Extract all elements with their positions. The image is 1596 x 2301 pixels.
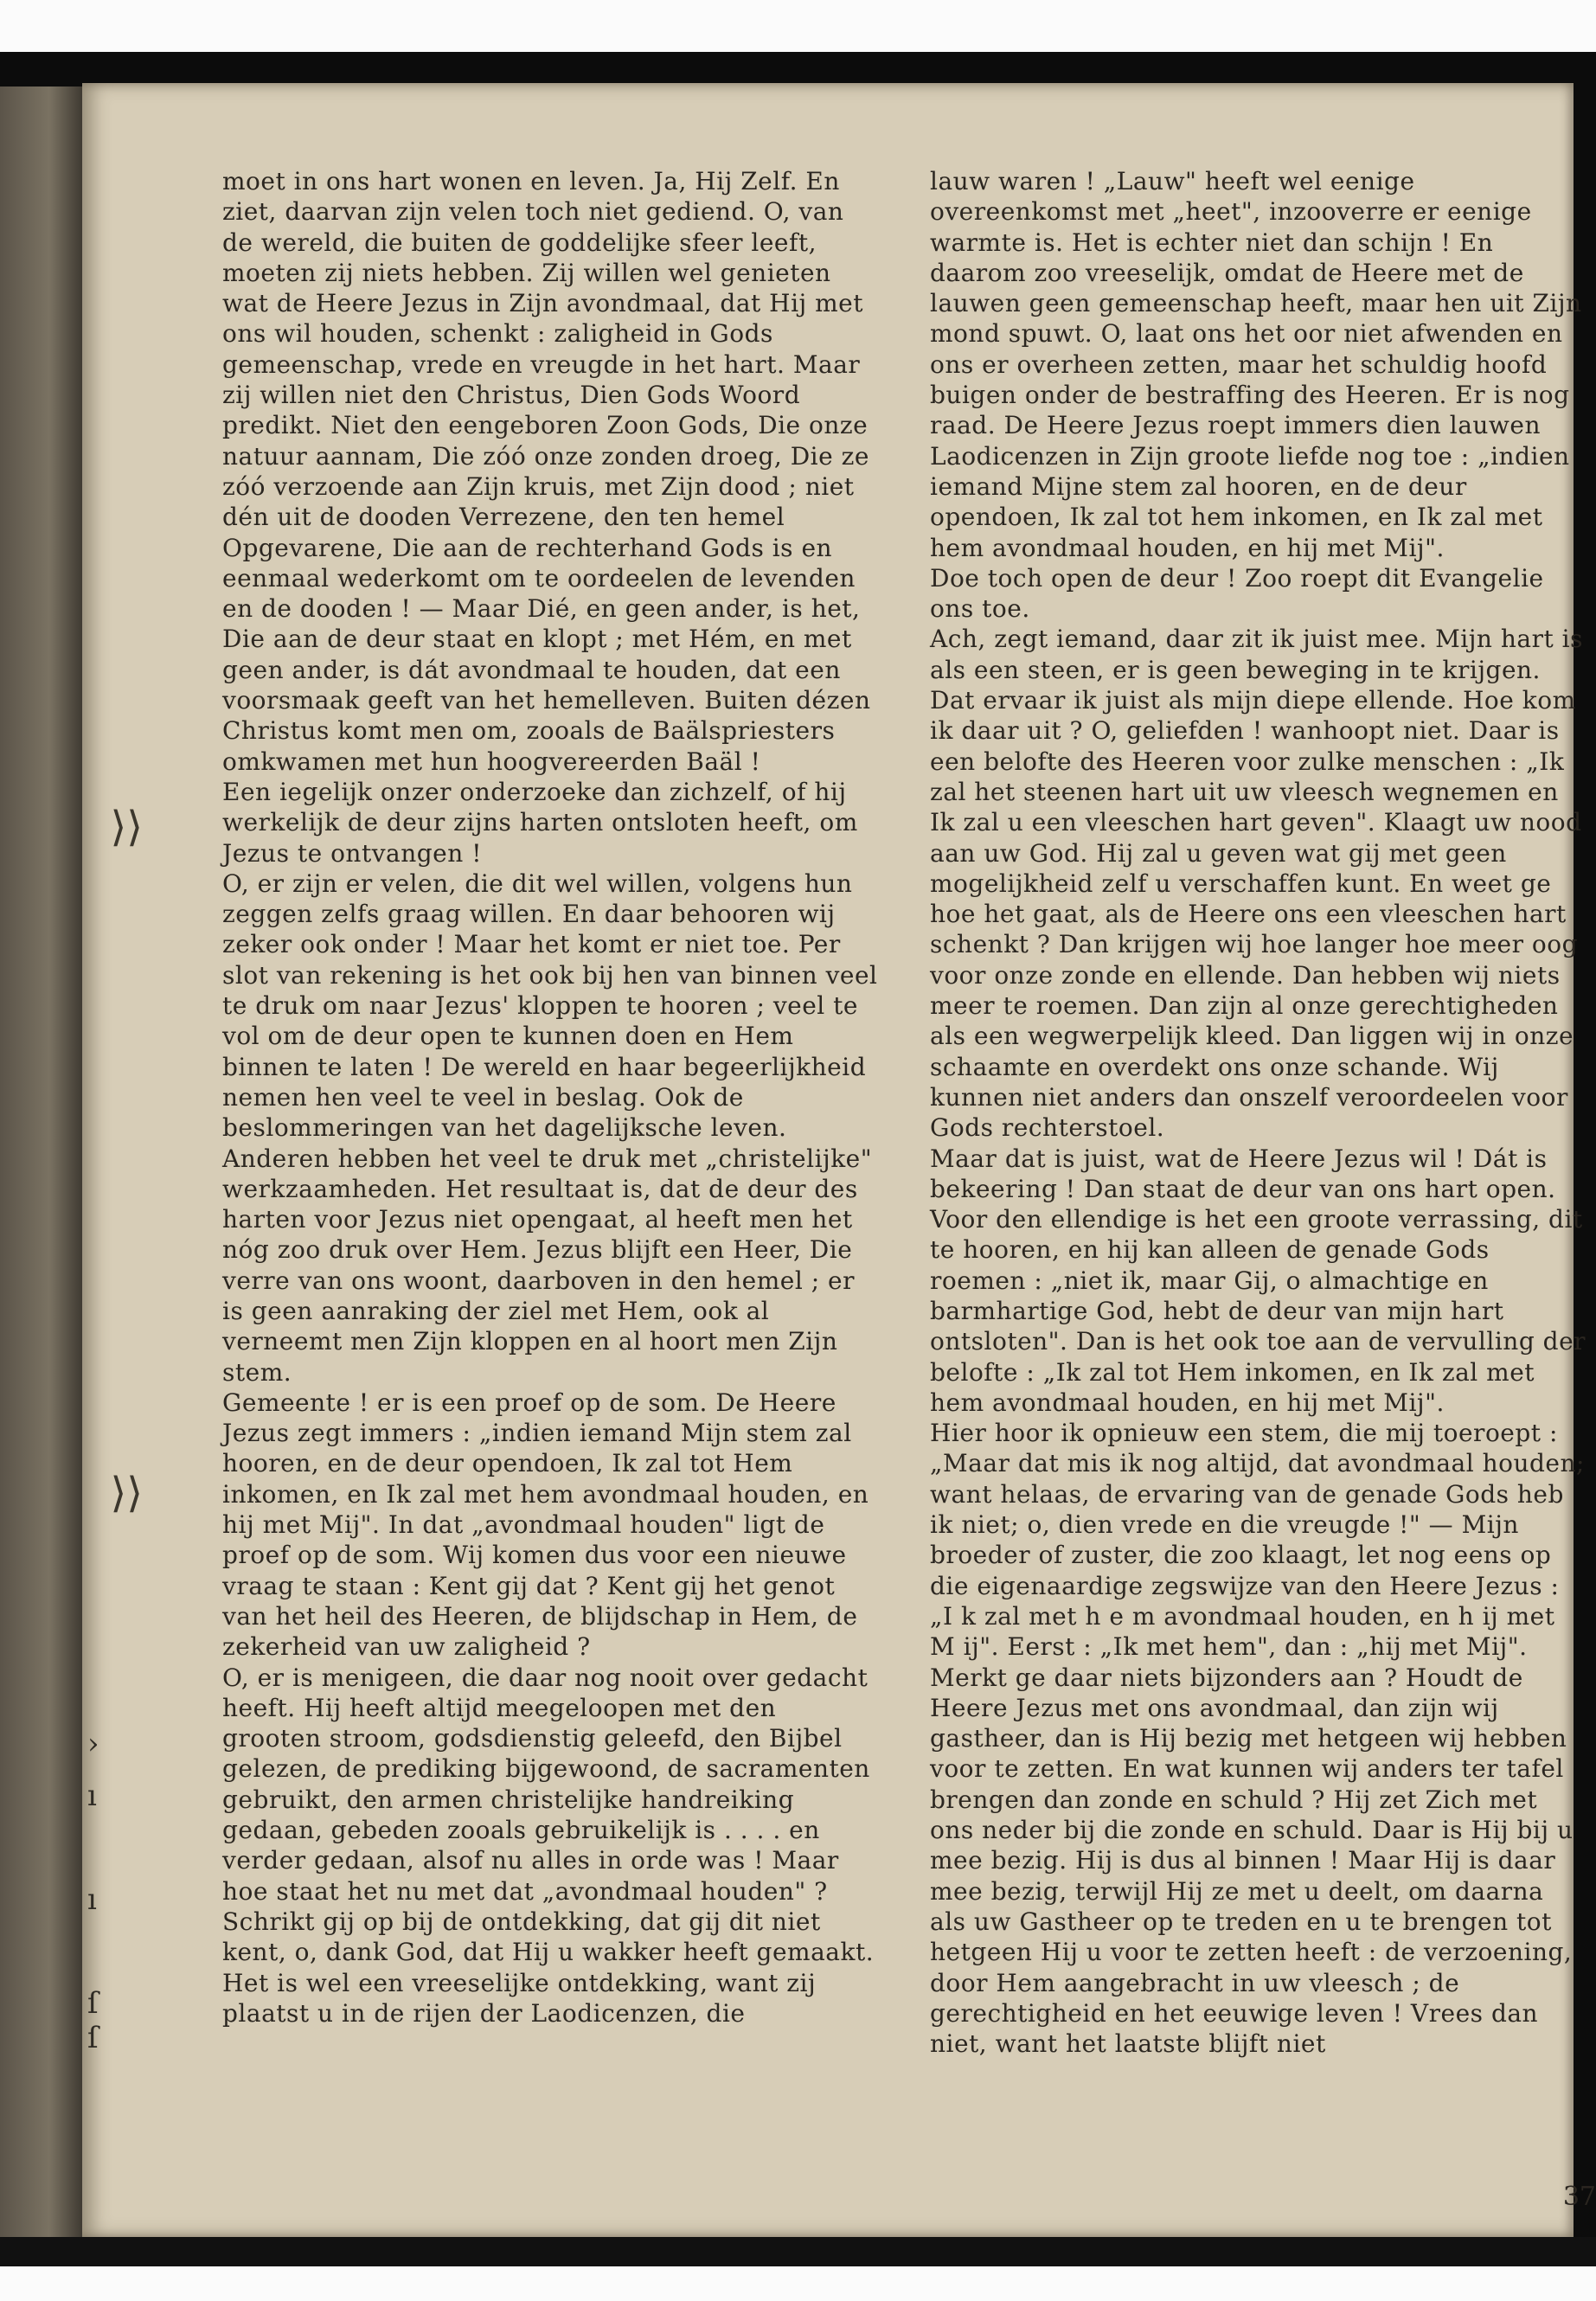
paragraph: Een iegelijk onzer onderzoeke dan zichzelf, of hij werkelijk de deur zijns harten ontsloten heeft, om Jezus te ontvangen !	[222, 777, 858, 868]
paragraph: Ach, zegt iemand, daar zit ik juist mee. Mijn hart is als een steen, er is geen beweging in te krijgen. Dat ervaar ik juist als mijn diepe ellende. Hoe kom ik daar uit ? O, geliefden ! wanhoopt niet. Daar is een belofte des Heeren voor zulke menschen : „Ik zal het steenen hart uit uw vleesch wegnemen en Ik zal u een vleeschen hart geven". Klaagt uw nood aan uw God. Hij zal u geven wat gij met geen mogelijkheid zelf u verschaffen kunt. En weet ge hoe het gaat, als de Heere ons een vleeschen hart schenkt ? Dan krijgen wij hoe langer hoe meer oog voor onze zonde en ellende. Dan hebben wij niets meer te roemen. Dan zijn al onze gerechtigheden als een wegwerpelijk kleed. Dan liggen wij in onze schaamte en overdekt ons onze schande. Wij kunnen niet anders dan onszelf veroordeelen voor Gods rechterstoel.	[930, 625, 1583, 1143]
paragraph: Gemeente ! er is een proef op de som. De Heere Jezus zegt immers : „indien iemand Mijn stem zal hooren, en de deur opendoen, Ik zal tot Hem inkomen, en Ik zal met hem avondmaal houden, en hij met Mij". In dat „avondmaal houden" ligt de proef op de som. Wij komen dus voor een nieuwe vraag te staan : Kent gij dat ? Kent gij het genot van het heil des Heeren, de blijdschap in Hem, de zekerheid van uw zaligheid ?	[222, 1388, 869, 1662]
scan-border-bottom	[0, 2237, 1596, 2266]
page-number: 37	[1562, 2182, 1596, 2212]
margin-mark-icon: ſ	[87, 2021, 99, 2055]
paragraph: O, er is menigeen, die daar nog nooit over gedacht heeft. Hij heeft altijd meegeloopen met den grooten stroom, godsdienstig geleefd, den Bijbel gelezen, de prediking bijgewoond, de sacramenten gebruikt, den armen christelijke handreiking gedaan, gebeden zooals gebruikelijk is . . . . en verder gedaan, alsof nu alles in orde was ! Maar hoe staat het nu met dat „avondmaal houden" ? Schrikt gij op bij de ontdekking, dat gij dit niet kent, o, dank God, dat Hij u wakker heeft gemaakt. Het is wel een vreeselijke ontdekking, want zij plaatst u in de rijen der Laodicenzen, die	[222, 1663, 875, 2028]
paragraph: Doe toch open de deur ! Zoo roept dit Evangelie ons toe.	[930, 563, 1544, 624]
scan-border-top	[0, 52, 1596, 87]
margin-mark-icon: ı	[87, 1882, 97, 1917]
binding-clip-icon: ⟩⟩	[110, 1469, 143, 1517]
text-column-right	[930, 166, 1587, 2059]
margin-mark-icon: ſ	[87, 1986, 99, 2021]
paragraph: Hier hoor ik opnieuw een stem, die mij toeroept : „Maar dat mis ik nog altijd, dat avondmaal houden; want helaas, de ervaring van de genade Gods heb ik niet; o, dien vrede en die vreugde !" — Mijn broeder of zuster, die zoo klaagt, let nog eens op die eigenaardige zegswijze van den Heere Jezus : „I k zal met h e m avondmaal houden, en h ij met M ij". Eerst : „Ik met hem", dan : „hij met Mij". Merkt ge daar niets bijzonders aan ? Houdt de Heere Jezus met ons avondmaal, dan zijn wij gastheer, dan is Hij bezig met hetgeen wij hebben voor te zetten. En wat kunnen wij anders ter tafel brengen dan zonde en schuld ? Hij zet Zich met ons neder bij die zonde en schuld. Daar is Hij bij u mee bezig. Hij is dus al binnen ! Maar Hij is daar mee bezig, terwijl Hij ze met u deelt, om daarna als uw Gastheer op te treden en u te brengen tot hetgeen Hij u voor te zetten heeft : de verzoening, door Hem aangebracht in uw vleesch ; de gerechtigheid en het eeuwige leven ! Vrees dan niet, want het laatste blijft niet	[930, 1419, 1585, 2059]
paragraph: lauw waren ! „Lauw" heeft wel eenige overeenkomst met „heet", inzooverre er eenige warmte is. Het is echter niet dan schijn ! En daarom zoo vreeselijk, omdat de Heere met de lauwen geen gemeenschap heeft, maar hen uit Zijn mond spuwt. O, laat ons het oor niet afwenden en ons er overheen zetten, maar het schuldig hoofd buigen onder de bestraffing des Heeren. Er is nog raad. De Heere Jezus roept immers dien lauwen Laodicenzen in Zijn groote liefde nog toe : „indien iemand Mijne stem zal hooren, en de deur opendoen, Ik zal tot hem inkomen, en Ik zal met hem avondmaal houden, en hij met Mij".	[930, 167, 1582, 562]
paragraph: moet in ons hart wonen en leven. Ja, Hij Zelf. En ziet, daarvan zijn velen toch niet gediend. O, van de wereld, die buiten de goddelijke sfeer leeft, moeten zij niets hebben. Zij willen wel genieten wat de Heere Jezus in Zijn avondmaal, dat Hij met ons wil houden, schenkt : zaligheid in Gods gemeenschap, vrede en vreugde in het hart. Maar zij willen niet den Christus, Dien Gods Woord predikt. Niet den eengeboren Zoon Gods, Die onze natuur aannam, Die zóó onze zonden droeg, Die ze zóó verzoende aan Zijn kruis, met Zijn dood ; niet dén uit de dooden Verrezene, den ten hemel Opgevarene, Die aan de rechterhand Gods is en eenmaal wederkomt om te oordeelen de levenden en de dooden ! — Maar Dié, en geen ander, is het, Die aan de deur staat en klopt ; met Hém, en met geen ander, is dát avondmaal te houden, dat een voorsmaak geeft van het hemelleven. Buiten dézen Christus komt men om, zooals de Baälspriesters omkwamen met hun hoogvereerden Baäl !	[222, 167, 871, 776]
margin-mark-icon: ı	[87, 1779, 97, 1813]
text-column-left	[222, 166, 880, 2029]
binding-clip-icon: ⟩⟩	[110, 803, 143, 851]
book-page	[82, 83, 1596, 2237]
paragraph: O, er zijn er velen, die dit wel willen, volgens hun zeggen zelfs graag willen. En daar behooren wij zeker ook onder ! Maar het komt er niet toe. Per slot van rekening is het ook bij hen van binnen veel te druk om naar Jezus' kloppen te hooren ; veel te vol om de deur open te kunnen doen en Hem binnen te laten ! De wereld en haar begeerlijkheid nemen hen veel te veel in beslag. Ook de beslommeringen van het dagelijksche leven. Anderen hebben het veel te druk met „christelijke" werkzaamheden. Het resultaat is, dat de deur des harten voor Jezus niet opengaat, al heeft men het nóg zoo druk over Hem. Jezus blijft een Heer, Die verre van ons woont, daarboven in den hemel ; er is geen aanraking der ziel met Hem, ook al verneemt men Zijn kloppen en al hoort men Zijn stem.	[222, 868, 878, 1387]
margin-mark-icon: ›	[87, 1727, 99, 1761]
book-spine-strip	[0, 87, 82, 2237]
paragraph: Maar dat is juist, wat de Heere Jezus wil ! Dát is bekeering ! Dan staat de deur van ons hart open. Voor den ellendige is het een groote verrassing, dit te hooren, en hij kan alleen de genade Gods roemen : „niet ik, maar Gij, o almachtige en barmhartige God, hebt de deur van mijn hart ontsloten". Dan is het ook toe aan de vervulling der belofte : „Ik zal tot Hem inkomen, en Ik zal met hem avondmaal houden, en hij met Mij".	[930, 1144, 1586, 1417]
